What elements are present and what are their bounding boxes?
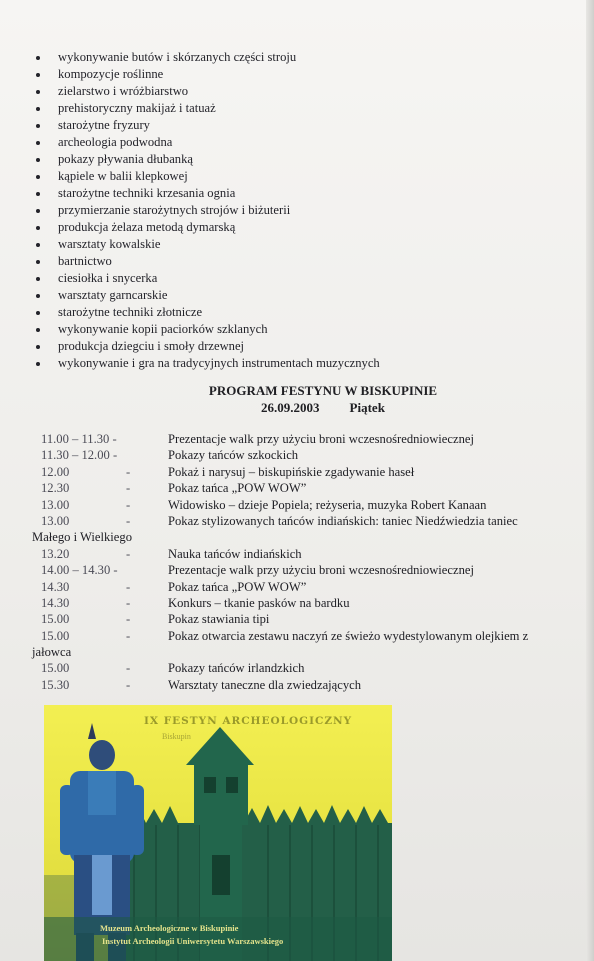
- activity-label: prehistoryczny makijaż i tatuaż: [58, 101, 216, 115]
- schedule-row: [41, 447, 581, 463]
- schedule-dash: -: [126, 497, 131, 512]
- schedule-event: Pokaz otwarcia zestawu naczyń ze świeżo wydestylowanym olejkiem z: [168, 628, 529, 643]
- bullet-icon: [36, 226, 40, 230]
- schedule-event: Pokaz stawiania tipi: [168, 612, 270, 627]
- schedule-row: [41, 513, 581, 529]
- activity-list-item: [34, 168, 574, 185]
- schedule-row: [41, 480, 581, 496]
- program-date: 26.09.2003: [261, 400, 320, 415]
- schedule-row: [41, 562, 581, 578]
- schedule-event-continuation: Małego i Wielkiego: [32, 530, 132, 545]
- activity-label: starożytne fryzury: [58, 118, 150, 132]
- schedule-row: [41, 611, 581, 627]
- bullet-icon: [36, 277, 40, 281]
- schedule-time: 15.00: [41, 628, 70, 643]
- schedule-row: [41, 677, 581, 693]
- activity-label: ciesiołka i snycerka: [58, 271, 158, 285]
- schedule-event: Konkurs – tkanie pasków na bardku: [168, 595, 350, 610]
- festival-poster-image: [44, 705, 392, 961]
- activity-list-item: [34, 236, 574, 253]
- program-date-line: [26, 400, 594, 416]
- bullet-icon: [36, 243, 40, 247]
- activity-label: produkcja dziegciu i smoły drzewnej: [58, 339, 245, 353]
- activities-list: [34, 49, 574, 372]
- schedule-row: [41, 497, 581, 513]
- activity-list-item: [34, 185, 574, 202]
- schedule-dash: -: [126, 464, 131, 479]
- schedule-event-continuation: jałowca: [32, 645, 72, 660]
- activity-list-item: [34, 134, 574, 151]
- schedule-event: Pokaz tańca „POW WOW”: [168, 481, 307, 496]
- schedule-event: Pokaż i narysuj – biskupińskie zgadywanie haseł: [168, 464, 415, 479]
- schedule-row: [41, 546, 581, 562]
- activity-label: starożytne techniki złotnicze: [58, 305, 203, 319]
- activity-list-item: [34, 151, 574, 168]
- activity-list-item: [34, 49, 574, 66]
- schedule-event: Pokaz stylizowanych tańców indiańskich: taniec Niedźwiedzia taniec: [168, 513, 518, 528]
- bullet-icon: [36, 90, 40, 94]
- bullet-icon: [36, 328, 40, 332]
- schedule-time: 14.00 – 14.30 -: [41, 563, 118, 578]
- activity-label: warsztaty garncarskie: [58, 288, 168, 302]
- schedule-time: 15.00: [41, 612, 70, 627]
- activity-label: kąpiele w balii klepkowej: [58, 169, 188, 183]
- schedule-dash: -: [126, 513, 131, 528]
- program-day: Piątek: [349, 400, 385, 415]
- bullet-icon: [36, 294, 40, 298]
- schedule-row: [41, 595, 581, 611]
- bullet-icon: [36, 141, 40, 145]
- schedule-time: 13.20: [41, 546, 70, 561]
- bullet-icon: [36, 209, 40, 213]
- schedule-time: 15.30: [41, 677, 70, 692]
- schedule-time: 14.30: [41, 595, 70, 610]
- schedule-row: [41, 431, 581, 447]
- activity-list-item: [34, 287, 574, 304]
- activity-list-item: [34, 100, 574, 117]
- schedule-dash: -: [126, 579, 131, 594]
- schedule-dash: -: [126, 546, 131, 561]
- activity-label: wykonywanie butów i skórzanych części stroju: [58, 50, 297, 64]
- poster-subtitle: Biskupin: [162, 732, 191, 741]
- poster-footer-institute: Instytut Archeologii Uniwersytetu Warszawskiego: [102, 936, 284, 946]
- activity-list-item: [34, 304, 574, 321]
- schedule-event: Pokazy tańców irlandzkich: [168, 661, 305, 676]
- bullet-icon: [36, 362, 40, 366]
- page-edge: [586, 0, 594, 961]
- activity-label: zielarstwo i wróżbiarstwo: [58, 84, 189, 98]
- bullet-icon: [36, 73, 40, 77]
- schedule-time: 12.30: [41, 481, 70, 496]
- schedule-row: [41, 660, 581, 676]
- activity-label: archeologia podwodna: [58, 135, 173, 149]
- bullet-icon: [36, 192, 40, 196]
- schedule-row: [41, 579, 581, 595]
- schedule-dash: -: [126, 595, 131, 610]
- bullet-icon: [36, 158, 40, 162]
- bullet-icon: [36, 56, 40, 60]
- bullet-icon: [36, 260, 40, 264]
- schedule: [32, 431, 581, 693]
- schedule-dash: -: [126, 677, 131, 692]
- activity-label: wykonywanie kopii paciorków szklanych: [58, 322, 268, 336]
- bullet-icon: [36, 107, 40, 111]
- bullet-icon: [36, 311, 40, 315]
- schedule-event: Prezentacje walk przy użyciu broni wczesnośredniowiecznej: [168, 432, 474, 446]
- schedule-event: Prezentacje walk przy użyciu broni wczesnośredniowiecznej: [168, 563, 474, 578]
- schedule-row: [41, 628, 581, 644]
- activity-label: produkcja żelaza metodą dymarską: [58, 220, 236, 234]
- activity-list-item: [34, 219, 574, 236]
- schedule-time: 11.30 – 12.00 -: [41, 448, 118, 463]
- schedule-event: Widowisko – dzieje Popiela; reżyseria, muzyka Robert Kanaan: [168, 497, 487, 512]
- activity-list-item: [34, 66, 574, 83]
- activity-list-item: [34, 83, 574, 100]
- schedule-time: 11.00 – 11.30 -: [41, 432, 117, 446]
- schedule-dash: -: [126, 481, 131, 496]
- activity-label: przymierzanie starożytnych strojów i biżuterii: [58, 203, 291, 217]
- schedule-row: [41, 464, 581, 480]
- schedule-time: 15.00: [41, 661, 70, 676]
- poster-title: IX FESTYN ARCHEOLOGICZNY: [144, 715, 353, 727]
- activity-label: kompozycje roślinne: [58, 67, 164, 81]
- activity-label: warsztaty kowalskie: [58, 237, 161, 251]
- activity-label: wykonywanie i gra na tradycyjnych instrumentach muzycznych: [58, 356, 380, 370]
- schedule-time: 14.30: [41, 579, 70, 594]
- activity-label: bartnictwo: [58, 254, 112, 268]
- activity-list-item: [34, 338, 574, 355]
- schedule-event: Pokaz tańca „POW WOW”: [168, 579, 307, 594]
- schedule-time: 12.00: [41, 464, 70, 479]
- schedule-dash: -: [126, 628, 131, 643]
- activity-list-item: [34, 202, 574, 219]
- bullet-icon: [36, 175, 40, 179]
- schedule-time: 13.00: [41, 513, 70, 528]
- activity-label: starożytne techniki krzesania ognia: [58, 186, 236, 200]
- schedule-time: 13.00: [41, 497, 70, 512]
- activity-list-item: [34, 117, 574, 134]
- program-title: PROGRAM FESTYNU W BISKUPINIE: [208, 383, 438, 398]
- bullet-icon: [36, 345, 40, 349]
- activity-list-item: [34, 270, 574, 287]
- activity-label: pokazy pływania dłubanką: [58, 152, 193, 166]
- poster-footer-museum: Muzeum Archeologiczne w Biskupinie: [100, 923, 239, 933]
- schedule-dash: -: [126, 612, 131, 627]
- activity-list-item: [34, 253, 574, 270]
- activity-list-item: [34, 355, 574, 372]
- schedule-event: Warsztaty taneczne dla zwiedzających: [168, 677, 362, 692]
- activity-list-item: [34, 321, 574, 338]
- schedule-event: Nauka tańców indiańskich: [168, 546, 302, 561]
- bullet-icon: [36, 124, 40, 128]
- schedule-dash: -: [126, 661, 131, 676]
- schedule-event: Pokazy tańców szkockich: [168, 448, 299, 463]
